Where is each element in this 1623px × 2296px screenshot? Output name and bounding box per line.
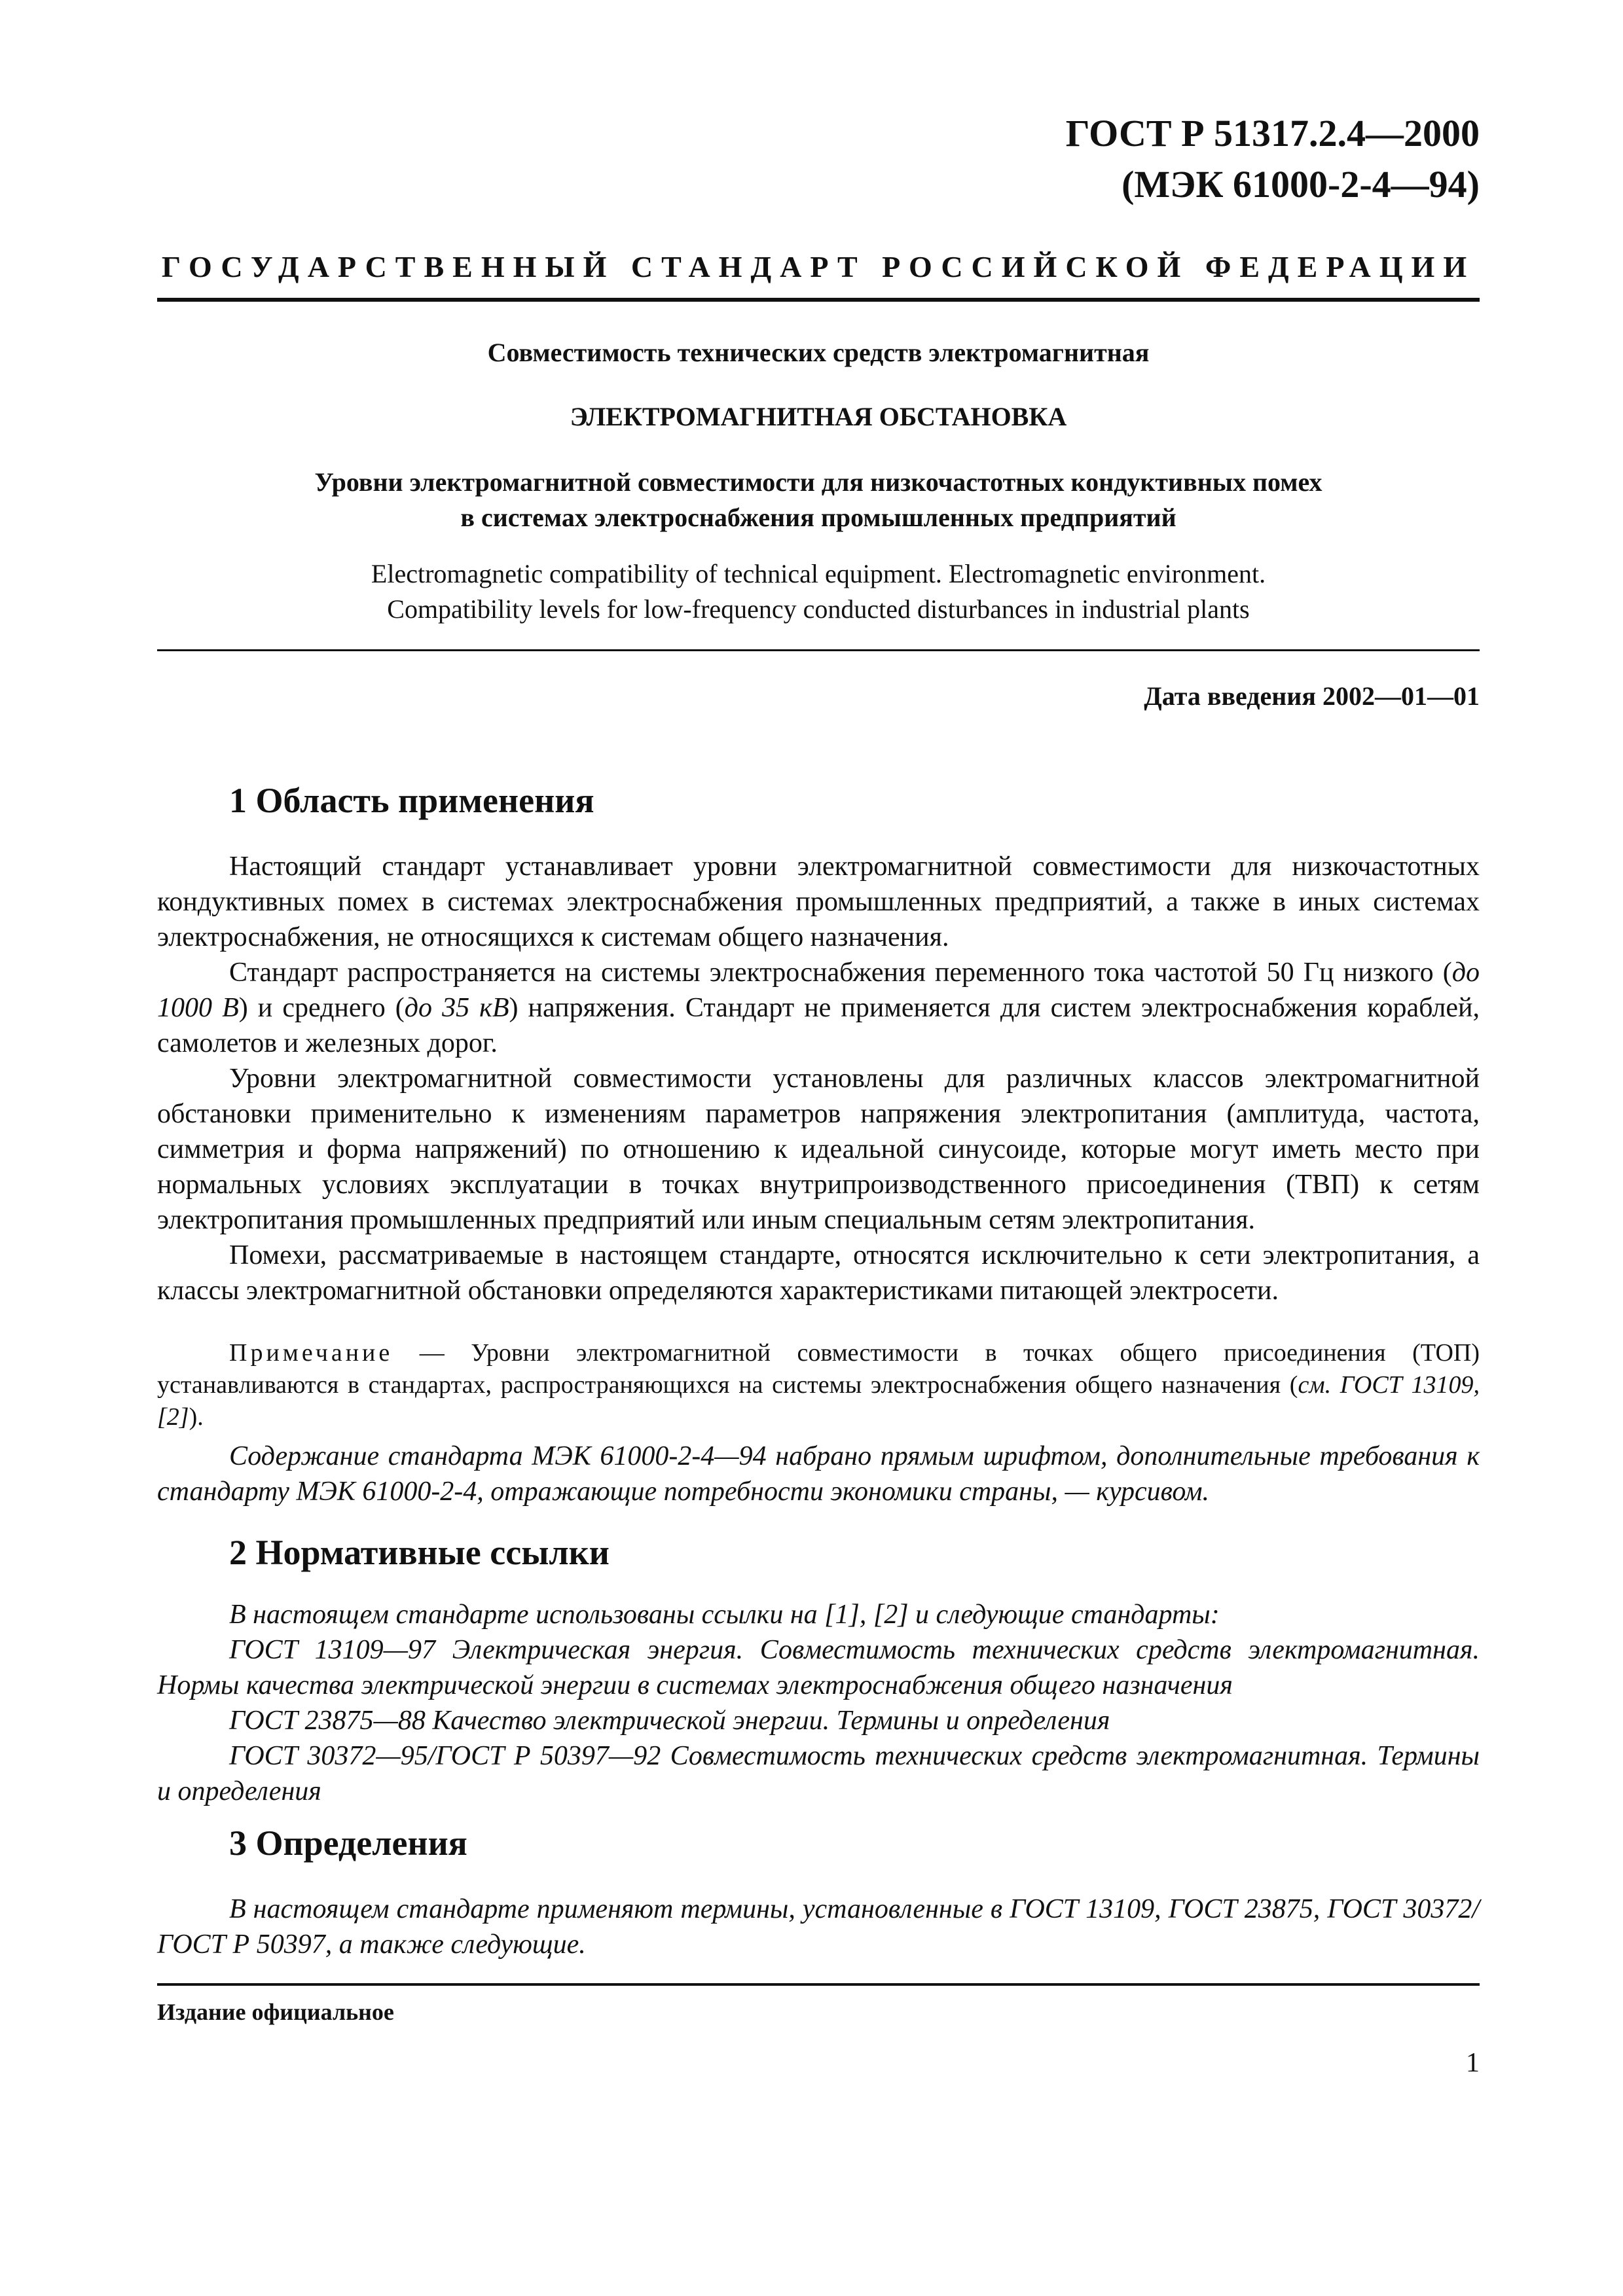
text-run: ) и среднего (	[238, 993, 405, 1023]
paragraph: Настоящий стандарт устанавливает уровни электромагнитной совместимости для низкочастотных кондуктивных помех в системах электроснабжения промышленных предприятий, а также в иных системах электроснабжения, не относящихся к системам общего назначения.	[157, 852, 1480, 952]
text-run-italic: до 1000 В	[157, 958, 1480, 1023]
text-run: ) напряжения. Стандарт не применяется для систем электроснабжения кораблей, самолетов и железных дорог.	[157, 993, 1480, 1058]
title-subtitle-line2: в системах электроснабжения промышленных предприятий	[460, 503, 1176, 532]
section-body-scope	[157, 849, 1480, 1308]
section-heading-normative-references: 2 Нормативные ссылки	[229, 1533, 610, 1572]
title-english-line2: Compatibility levels for low-frequency conducted disturbances in industrial plants	[387, 594, 1250, 624]
reference-item: ГОСТ 23875—88 Качество электрической энергии. Термины и определения	[229, 1706, 1110, 1736]
note-reference: см. ГОСТ 13109, [2]	[157, 1371, 1480, 1431]
section-body-definitions	[157, 1892, 1480, 1962]
document-code	[982, 108, 1480, 210]
page-number: 1	[1466, 2048, 1480, 2078]
note-text-end: ).	[189, 1403, 204, 1431]
section-body-normative-references	[157, 1597, 1480, 1809]
edition-label: Издание официальное	[157, 1999, 394, 2025]
reference-item: ГОСТ 30372—95/ГОСТ Р 50397—92 Совместимость технических средств электромагнитная. Термины и определения	[157, 1741, 1480, 1806]
note-label: Примечание	[229, 1339, 393, 1367]
note	[157, 1337, 1480, 1433]
header-divider	[157, 298, 1480, 302]
state-standard-heading: ГОСУДАРСТВЕННЫЙ СТАНДАРТ РОССИЙСКОЙ ФЕДЕРАЦИИ	[161, 250, 1476, 283]
paragraph: Помехи, рассматриваемые в настоящем стандарте, относятся исключительно к сети электропитания, а классы электромагнитной обстановки определяются характеристиками питающей электросети.	[157, 1240, 1480, 1306]
text-run: Стандарт распространяется на системы электроснабжения переменного тока частотой 50 Гц низкого (	[229, 958, 1452, 988]
note-paragraph	[157, 1337, 1480, 1433]
content-note	[157, 1439, 1480, 1509]
content-note-paragraph: Содержание стандарта МЭК 61000-2-4—94 набрано прямым шрифтом, дополнительные требования к стандарту МЭК 61000-2-4, отражающие потребности экономики страны, — курсивом.	[157, 1441, 1480, 1507]
title-divider	[157, 649, 1480, 651]
introduction-date: Дата введения 2002—01—01	[1144, 681, 1480, 711]
paragraph: В настоящем стандарте применяют термины, установленные в ГОСТ 13109, ГОСТ 23875, ГОСТ 30372/ГОСТ Р 50397, а также следующие.	[157, 1894, 1480, 1960]
paragraph: Уровни электромагнитной совместимости установлены для различных классов электромагнитной обстановки применительно к изменениям параметров напряжения электропитания (амплитуда, частота, симметрия и форма напряжений) по отношению к идеальной синусоиде, которые могут иметь место при нормальных условиях эксплуатации в точках внутрипроизводственного присоединения (ТВП) к сетям электропитания промышленных предприятий или иным специальным сетям электропитания.	[157, 1064, 1480, 1235]
paragraph	[157, 955, 1480, 1061]
title-subtitle-line1: Уровни электромагнитной совместимости для низкочастотных кондуктивных помех	[314, 467, 1322, 497]
text-run-italic: до 35 кВ	[404, 993, 509, 1023]
section-heading-scope: 1 Область применения	[229, 781, 594, 820]
section-heading-definitions: 3 Определения	[229, 1823, 467, 1863]
title-main: Совместимость технических средств электромагнитная	[487, 338, 1150, 367]
document-code-gost: ГОСТ Р 51317.2.4—2000	[1065, 112, 1480, 154]
title-upper: ЭЛЕКТРОМАГНИТНАЯ ОБСТАНОВКА	[570, 402, 1067, 431]
footer-divider	[157, 1983, 1480, 1986]
paragraph: В настоящем стандарте использованы ссылки на [1], [2] и следующие стандарты:	[229, 1600, 1220, 1630]
title-english	[157, 556, 1480, 627]
reference-item: ГОСТ 13109—97 Электрическая энергия. Совместимость технических средств электромагнитная. Нормы качества электрической энергии в системах электроснабжения общего назначения	[157, 1635, 1480, 1700]
title-english-line1: Electromagnetic compatibility of technical equipment. Electromagnetic environment.	[371, 559, 1266, 588]
title-subtitle	[157, 465, 1480, 535]
note-text: — Уровни электромагнитной совместимости в точках общего присоединения (ТОП) устанавливаются в стандартах, распространяющихся на системы электроснабжения общего назначения (	[157, 1339, 1480, 1399]
document-code-iec: (МЭК 61000-2-4—94)	[1122, 163, 1480, 206]
